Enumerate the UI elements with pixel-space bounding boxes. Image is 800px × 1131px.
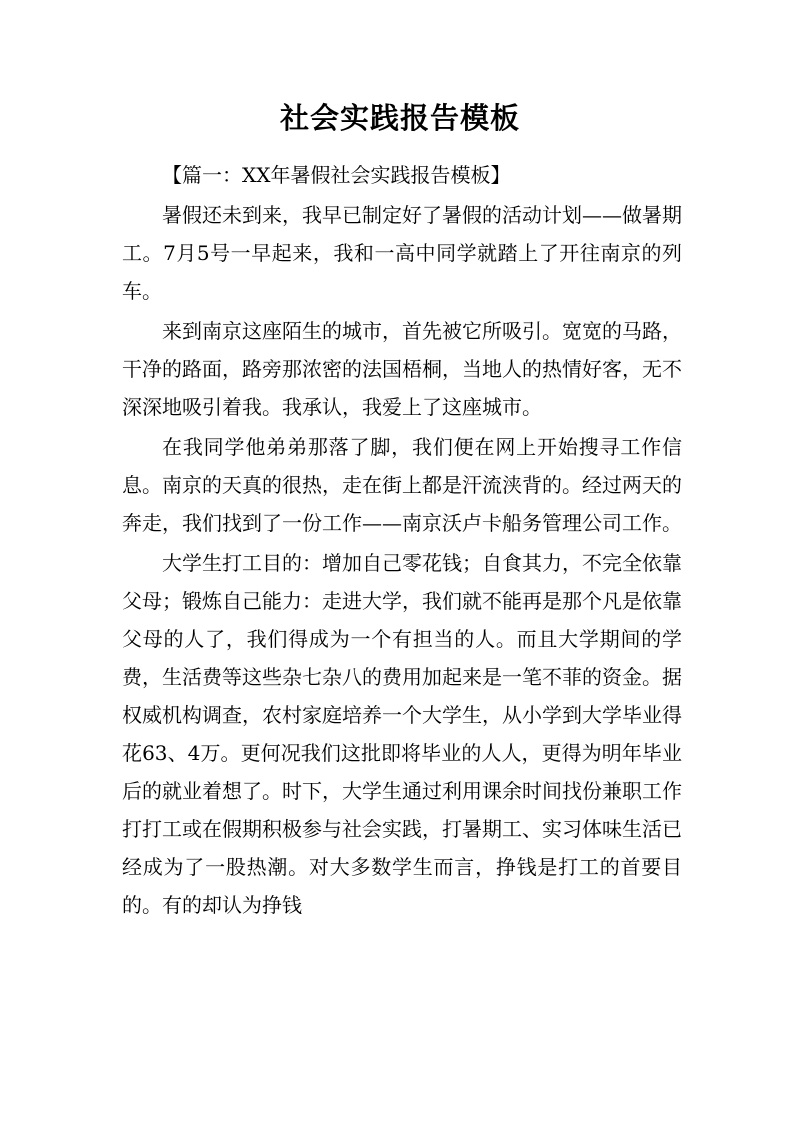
paragraph-3: 在我同学他弟弟那落了脚，我们便在网上开始搜寻工作信息。南京的天真的很热，走在街上都是汗流浃背的。经过两天的奔走，我们找到了一份工作——南京沃卢卡船务管理公司工作。 — [122, 435, 682, 535]
section-heading: 【篇一：XX年暑假社会实践报告模板】 — [162, 163, 511, 187]
document-title: 社会实践报告模板 — [279, 101, 520, 135]
document-body — [122, 156, 682, 926]
paragraph-4: 大学生打工目的：增加自己零花钱；自食其力，不完全依靠父母；锻炼自己能力：走进大学，我们就不能再是那个凡是依靠父母的人了，我们得成为一个有担当的人。而且大学期间的学费，生活费等这些杂七杂八的费用加起来是一笔不菲的资金。据权威机构调查，农村家庭培养一个大学生，从小学到大学毕业得花63、4万。更何况我们这批即将毕业的人人，更得为明年毕业后的就业着想了。时下，大学生通过利用课余时间找份兼职工作打打工或在假期积极参与社会实践，打暑期工、实习体味生活已经成为了一股热潮。对大多数学生而言，挣钱是打工的首要目的。有的却认为挣钱 — [122, 551, 682, 917]
paragraph-1: 暑假还未到来，我早已制定好了暑假的活动计划——做暑期工。7月5号一早起来，我和一高中同学就踏上了开往南京的列车。 — [122, 203, 682, 303]
paragraph-2: 来到南京这座陌生的城市，首先被它所吸引。宽宽的马路，干净的路面，路旁那浓密的法国梧桐，当地人的热情好客，无不深深地吸引着我。我承认，我爱上了这座城市。 — [122, 319, 682, 419]
